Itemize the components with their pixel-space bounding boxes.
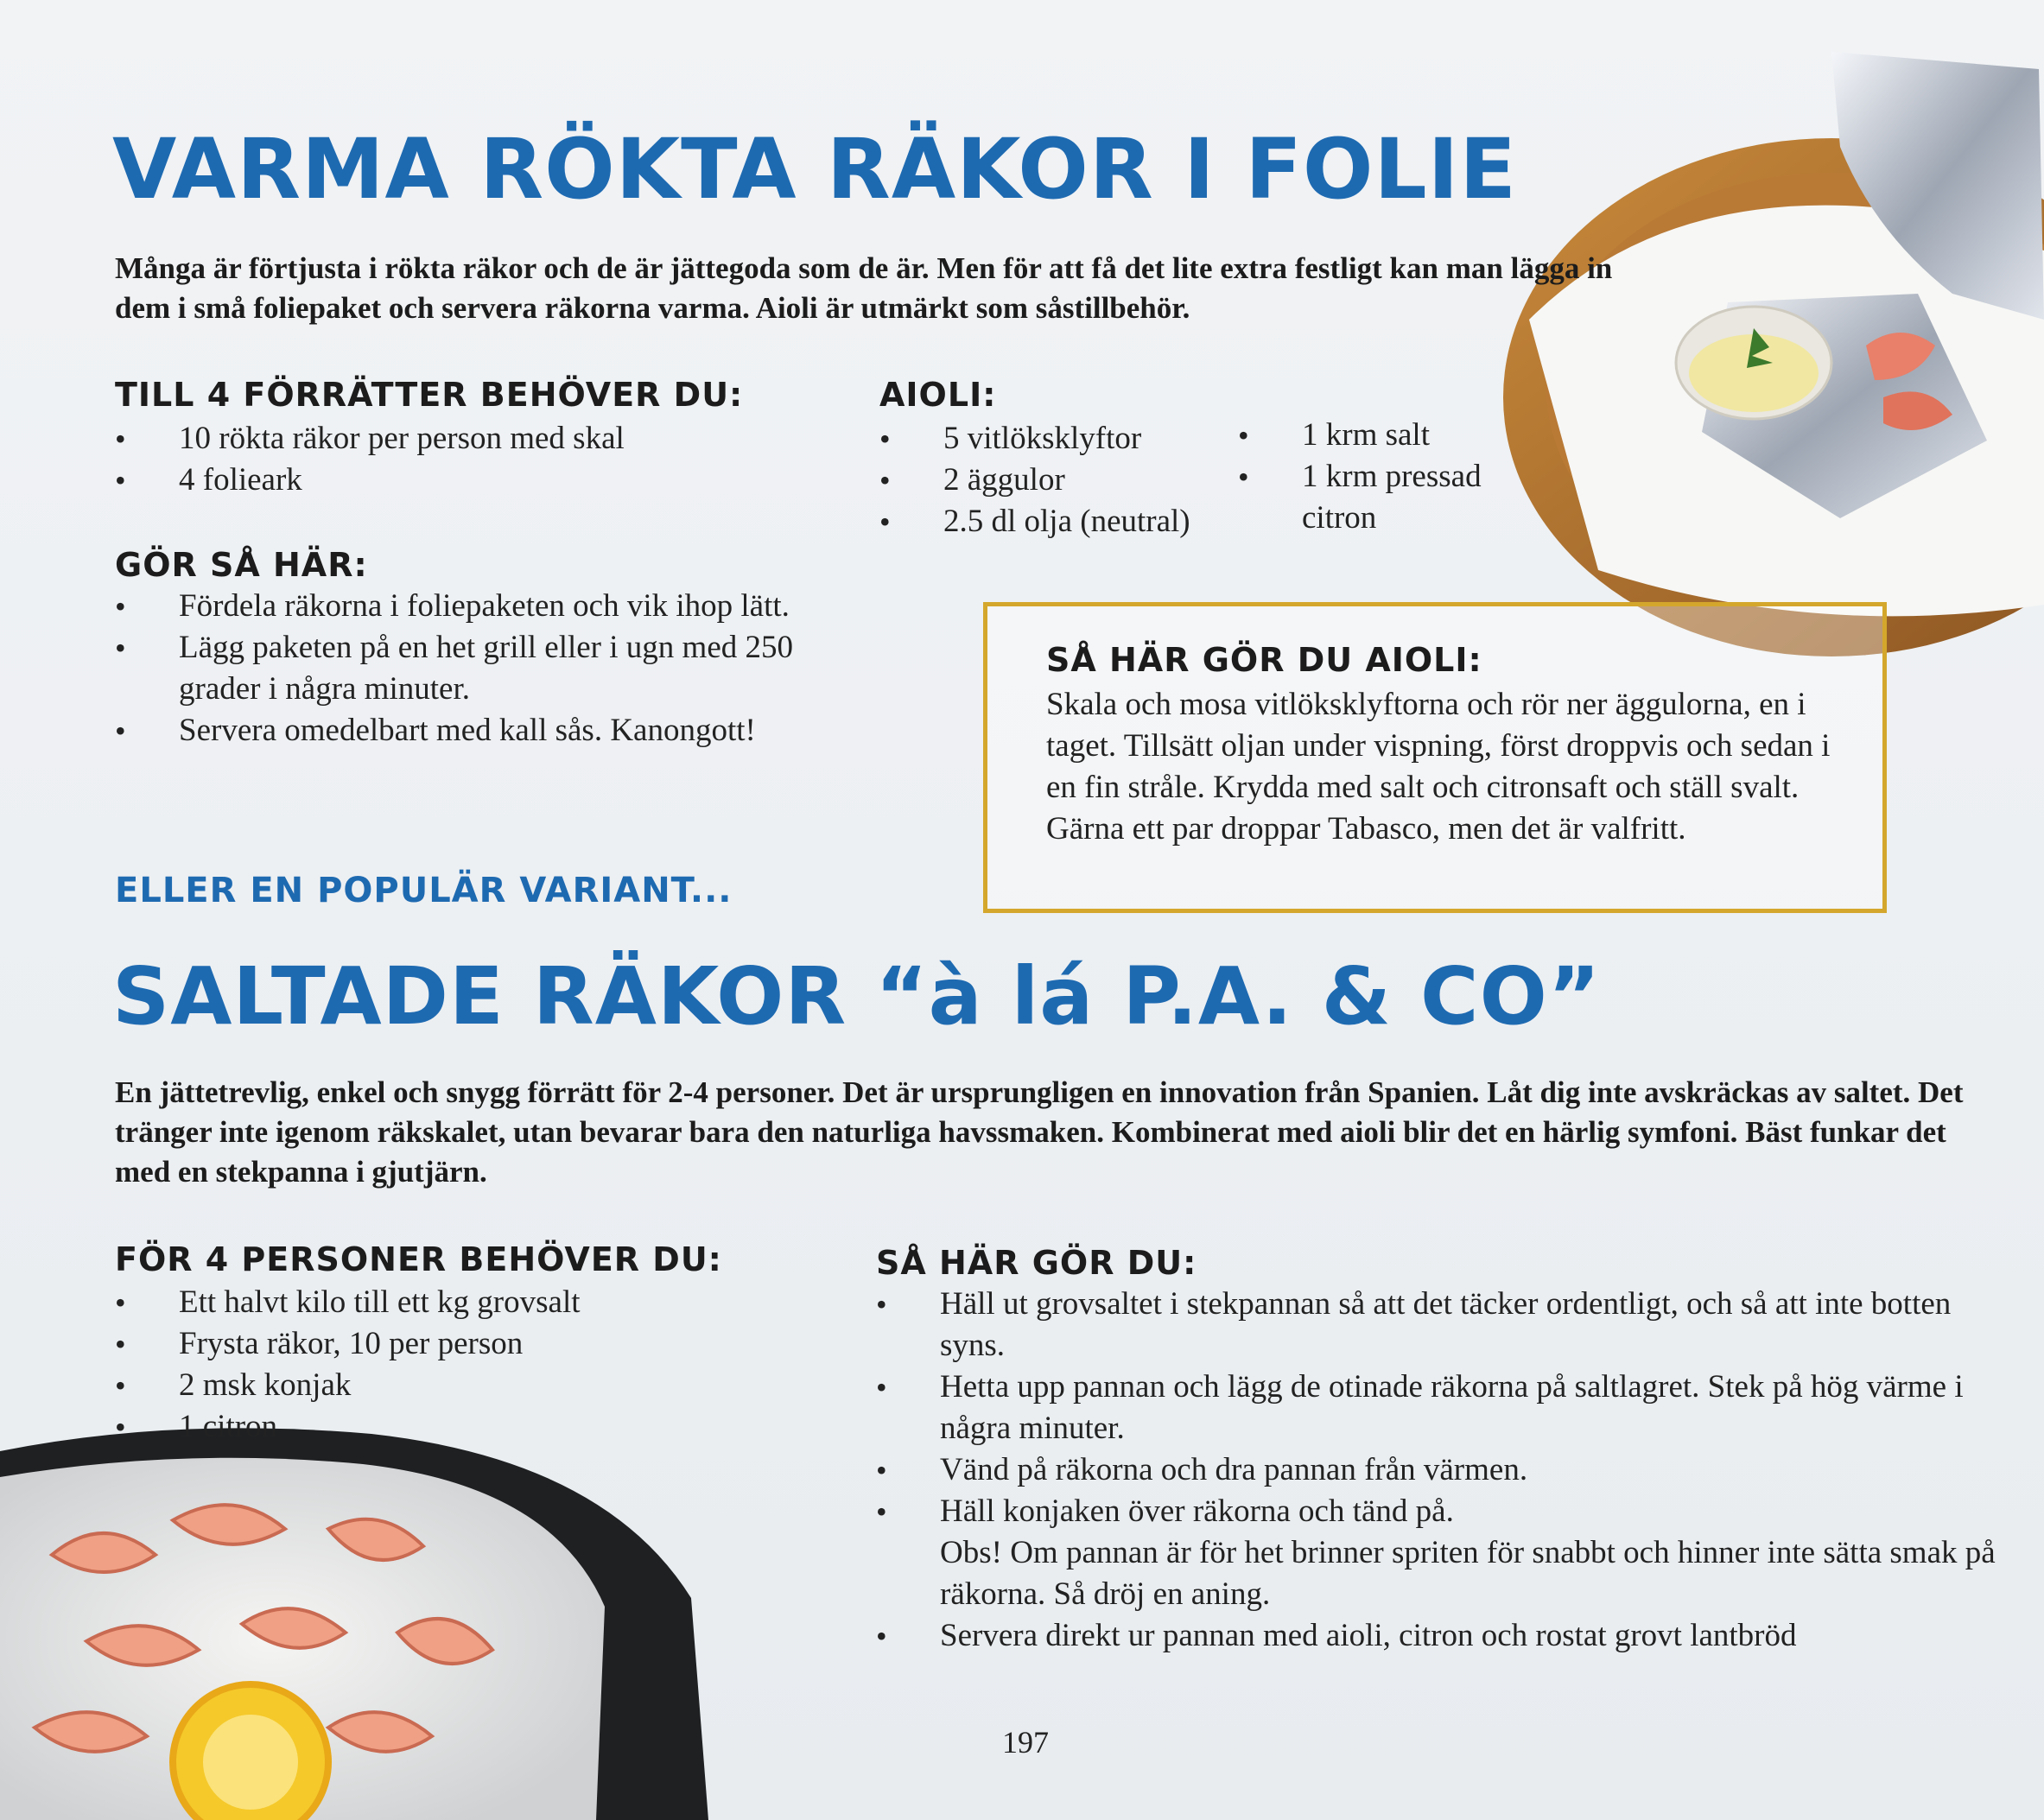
list-item: • 2 äggulor bbox=[879, 460, 1242, 501]
list-item: • Häll ut grovsaltet i stekpannan så att det täcker ordentligt, och så att inte botten syns. bbox=[876, 1284, 2008, 1367]
list-item: • 1 citron bbox=[115, 1406, 789, 1448]
recipe1-ingredients-list bbox=[115, 418, 806, 501]
list-item: • Servera omedelbart med kall sås. Kanongott! bbox=[115, 710, 832, 751]
aioli-instructions-box bbox=[983, 602, 1887, 913]
list-item: • Servera direkt ur pannan med aioli, citron och rostat grovt lantbröd bbox=[876, 1615, 2008, 1657]
aioli-box-text: Skala och mosa vitlöksklyftorna och rör ner äggulorna, en i taget. Tillsätt oljan under vispning, först droppvis och sedan i en fin stråle. Krydda med salt och citronsaft och ställ svalt. Gärna ett par droppar Tabasco, men det är valfritt. bbox=[1046, 687, 1831, 847]
aioli-ingredients-col2 bbox=[1238, 415, 1532, 539]
list-item: • Vänd på räkorna och dra pannan från värmen. bbox=[876, 1449, 2008, 1491]
recipe2-method-heading: SÅ HÄR GÖR DU: bbox=[876, 1244, 1197, 1282]
recipe2-method-list bbox=[876, 1284, 2008, 1657]
list-item: • 4 folieark bbox=[115, 460, 806, 501]
list-item: • Lägg paketen på en het grill eller i ugn med 250 grader i några minuter. bbox=[115, 627, 832, 710]
recipe2-ingredients-list bbox=[115, 1282, 789, 1448]
recipe1-ingredients-heading: TILL 4 FÖRRÄTTER BEHÖVER DU: bbox=[115, 376, 744, 414]
recipe2-title: SALTADE RÄKOR “à lá P.A. & CO” bbox=[112, 950, 1602, 1043]
list-item: • 10 rökta räkor per person med skal bbox=[115, 418, 806, 460]
list-item: • 1 krm pressad citron bbox=[1238, 456, 1532, 539]
aioli-heading: AIOLI: bbox=[879, 376, 997, 414]
salted-shrimp-pan-photo bbox=[0, 1382, 708, 1820]
list-item: • Fördela räkorna i foliepaketen och vik ihop lätt. bbox=[115, 586, 832, 627]
aioli-box-heading: SÅ HÄR GÖR DU AIOLI: bbox=[1046, 641, 1482, 679]
recipe2-intro: En jättetrevlig, enkel och snygg förrätt för 2-4 personer. Det är ursprungligen en innovation från Spanien. Låt dig inte avskräckas av saltet. Det tränger inte igenom räkskalet, utan bevarar bara den naturliga havssmaken. Kombinerat med aioli blir det en härlig symfoni. Bäst funkar det med en stekpanna i gjutjärn. bbox=[115, 1075, 1964, 1189]
recipe1-method-list bbox=[115, 586, 832, 751]
foil-shrimp-photo bbox=[1469, 35, 2044, 691]
recipe1-intro: Många är förtjusta i rökta räkor och de är jättegoda som de är. Men för att få det lite extra festligt kan man lägga in dem i små foliepaket och servera räkorna varma. Aioli är utmärkt som såstillbehör. bbox=[115, 251, 1613, 325]
list-item: • Häll konjaken över räkorna och tänd på. Obs! Om pannan är för het brinner spriten för snabbt och hinner inte sätta smak på räkorna. Så dröj en aning. bbox=[876, 1491, 2008, 1615]
aioli-ingredients-col1 bbox=[879, 418, 1242, 542]
list-item: • 5 vitlöksklyftor bbox=[879, 418, 1242, 460]
page-number: 197 bbox=[1002, 1725, 1049, 1760]
list-item: • Hetta upp pannan och lägg de otinade räkorna på saltlagret. Stek på hög värme i några minuter. bbox=[876, 1367, 2008, 1449]
list-item: • Frysta räkor, 10 per person bbox=[115, 1323, 789, 1365]
list-item: • Ett halvt kilo till ett kg grovsalt bbox=[115, 1282, 789, 1323]
list-item: • 2.5 dl olja (neutral) bbox=[879, 501, 1242, 542]
list-item: • 2 msk konjak bbox=[115, 1365, 789, 1406]
recipe2-ingredients-heading: FÖR 4 PERSONER BEHÖVER DU: bbox=[115, 1240, 722, 1278]
recipe1-method-heading: GÖR SÅ HÄR: bbox=[115, 546, 368, 584]
variant-label: ELLER EN POPULÄR VARIANT... bbox=[115, 871, 733, 910]
list-item: • 1 krm salt bbox=[1238, 415, 1532, 456]
recipe1-title: VARMA RÖKTA RÄKOR I FOLIE bbox=[112, 121, 1517, 218]
